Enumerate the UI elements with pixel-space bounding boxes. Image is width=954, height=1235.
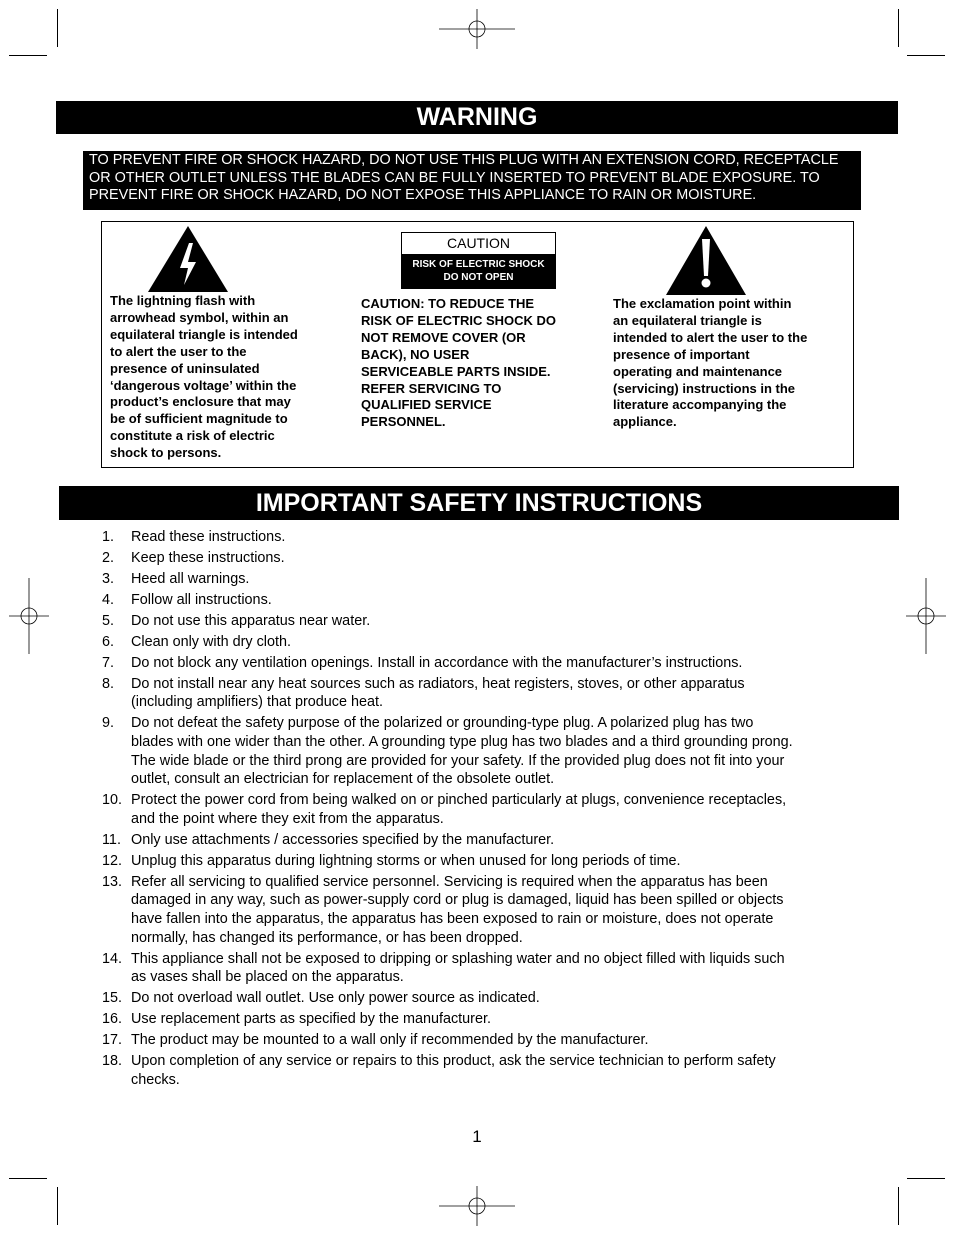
item-number: 5. — [102, 612, 115, 629]
crop-mark — [907, 1178, 945, 1179]
warning-line: OR OTHER OUTLET UNLESS THE BLADES CAN BE FULLY INSERTED TO PREVENT BLADE EXPOSURE. TO — [89, 169, 820, 186]
text-line: presence of uninsulated — [110, 360, 260, 376]
text-line: The lightning flash with — [110, 293, 256, 308]
item-line: outlet, consult an electrician for replacement of the obsolete outlet. — [131, 771, 555, 788]
item-line: Do not install near any heat sources such as radiators, heat registers, stoves, or other apparatus — [131, 675, 745, 692]
list-item — [102, 1052, 793, 1089]
item-line: Follow all instructions. — [131, 591, 272, 608]
item-line: The wide blade or the third prong are provided for your safety. If the provided plug does not fit into your — [131, 752, 785, 769]
list-item — [102, 791, 793, 828]
list-item — [102, 549, 793, 568]
item-number: 7. — [102, 654, 115, 671]
item-line: Refer all servicing to qualified service personnel. Servicing is required when the apparatus has been — [131, 873, 768, 890]
item-number: 9. — [102, 715, 115, 732]
caution-label-subtext — [402, 254, 555, 288]
crop-mark — [898, 1187, 899, 1225]
list-item — [102, 675, 793, 712]
item-line: Do not defeat the safety purpose of the polarized or grounding-type plug. A polarized plug has two — [131, 715, 754, 732]
registration-mark — [439, 9, 515, 49]
safety-instructions-list — [102, 528, 793, 1092]
item-line: Clean only with dry cloth. — [131, 633, 291, 650]
item-number: 10. — [102, 792, 123, 809]
item-number: 3. — [102, 570, 115, 587]
list-item — [102, 714, 793, 788]
item-line: Protect the power cord from being walked on or pinched particularly at plugs, convenience receptacles, — [131, 792, 787, 809]
item-number: 15. — [102, 990, 123, 1007]
text-line: CAUTION: TO REDUCE THE — [361, 296, 535, 311]
text-line: RISK OF ELECTRIC SHOCK DO — [361, 312, 557, 328]
item-line: Read these instructions. — [131, 529, 286, 545]
item-number: 6. — [102, 633, 115, 650]
text-line: ‘dangerous voltage’ within the — [110, 377, 297, 393]
caution-label-line: RISK OF ELECTRIC SHOCK — [412, 259, 545, 270]
text-line: to alert the user to the — [110, 343, 247, 359]
text-line: SERVICEABLE PARTS INSIDE. — [361, 363, 551, 379]
list-item — [102, 528, 793, 547]
item-line: Do not block any ventilation openings. Install in accordance with the manufacturer’s instructions. — [131, 654, 743, 671]
item-line: Upon completion of any service or repairs to this product, ask the service technician to perform safety — [131, 1053, 776, 1070]
crop-mark — [57, 1187, 58, 1225]
text-line: shock to persons. — [110, 445, 222, 461]
list-item — [102, 570, 793, 589]
list-item — [102, 873, 793, 947]
crop-mark — [898, 9, 899, 47]
list-item — [102, 852, 793, 871]
registration-mark — [9, 578, 49, 654]
lightning-warning-triangle-icon — [148, 226, 228, 292]
text-line: The exclamation point within — [613, 296, 792, 311]
crop-mark — [9, 55, 47, 56]
page-number: 1 — [472, 1127, 482, 1146]
item-line: normally, has changed its performance, or has been dropped. — [131, 929, 523, 946]
item-line: blades with one wider than the other. A grounding type plug has two blades and a third grounding prong. — [131, 734, 793, 751]
text-line: arrowhead symbol, within an — [110, 309, 289, 325]
list-item — [102, 1010, 793, 1029]
list-item — [102, 831, 793, 850]
item-line: and the point where they exit from the apparatus. — [131, 810, 444, 827]
item-line: This appliance shall not be exposed to dripping or splashing water and no object filled with liquids such — [131, 950, 785, 967]
text-line: operating and maintenance — [613, 363, 783, 379]
item-number: 13. — [102, 873, 123, 890]
text-line: QUALIFIED SERVICE — [361, 397, 492, 413]
warning-line: PREVENT FIRE OR SHOCK HAZARD, DO NOT EXPOSE THIS APPLIANCE TO RAIN OR MOISTURE. — [89, 187, 757, 204]
text-line: (servicing) instructions in the — [613, 380, 796, 396]
item-number: 11. — [102, 831, 121, 848]
item-line: (including amplifiers) that produce heat. — [131, 694, 383, 711]
item-line: Only use attachments / accessories specified by the manufacturer. — [131, 831, 555, 848]
item-number: 17. — [102, 1032, 123, 1049]
text-line: an equilateral triangle is — [613, 312, 762, 328]
caution-label-title: CAUTION — [447, 235, 510, 251]
item-line: Unplug this apparatus during lightning storms or when unused for long periods of time. — [131, 852, 681, 869]
item-number: 18. — [102, 1053, 123, 1070]
symbol-explanation-box — [101, 221, 854, 468]
item-number: 4. — [102, 591, 115, 608]
list-item — [102, 633, 793, 652]
item-line: Do not overload wall outlet. Use only power source as indicated. — [131, 990, 540, 1007]
crop-mark — [9, 1178, 47, 1179]
item-line: Keep these instructions. — [131, 549, 285, 566]
text-line: be of sufficient magnitude to — [110, 411, 288, 427]
item-line: checks. — [131, 1071, 180, 1088]
text-line: product’s enclosure that may — [110, 394, 291, 410]
text-line: constitute a risk of electric — [110, 428, 275, 444]
lightning-symbol-description — [110, 293, 298, 462]
text-line: PERSONNEL. — [361, 414, 446, 430]
list-item — [102, 612, 793, 631]
warning-title: WARNING — [56, 101, 898, 134]
list-item — [102, 591, 793, 610]
list-item — [102, 1031, 793, 1050]
item-number: 2. — [102, 549, 115, 566]
item-line: Do not use this apparatus near water. — [131, 612, 371, 629]
text-line: NOT REMOVE COVER (OR — [361, 329, 526, 345]
item-number: 14. — [102, 950, 123, 967]
registration-mark — [439, 1186, 515, 1226]
warning-text-box — [83, 151, 861, 210]
warning-line: TO PREVENT FIRE OR SHOCK HAZARD, DO NOT USE THIS PLUG WITH AN EXTENSION CORD, RECEPTACLE — [89, 152, 839, 168]
item-line: Heed all warnings. — [131, 570, 250, 587]
exclamation-warning-triangle-icon — [666, 226, 746, 295]
registration-mark — [906, 578, 946, 654]
item-number: 12. — [102, 852, 123, 869]
item-number: 1. — [102, 529, 115, 545]
text-line: presence of important — [613, 346, 750, 362]
caution-label-line: DO NOT OPEN — [443, 272, 514, 283]
caution-label — [401, 232, 556, 289]
exclamation-symbol-description — [613, 296, 807, 431]
item-line: as vases shall be placed on the apparatus. — [131, 969, 404, 986]
item-number: 16. — [102, 1011, 123, 1028]
list-item — [102, 989, 793, 1008]
crop-mark — [57, 9, 58, 47]
text-line: equilateral triangle is intended — [110, 326, 298, 342]
text-line: intended to alert the user to the — [613, 329, 808, 345]
text-line: REFER SERVICING TO — [361, 380, 502, 396]
crop-mark — [907, 55, 945, 56]
safety-instructions-title: IMPORTANT SAFETY INSTRUCTIONS — [59, 486, 899, 520]
text-line: BACK), NO USER — [361, 346, 470, 362]
item-line: damaged in any way, such as power-supply cord or plug is damaged, liquid has been spilled or objects — [131, 892, 784, 909]
list-item — [102, 654, 793, 673]
list-item — [102, 950, 793, 987]
caution-description — [361, 296, 556, 431]
item-line: The product may be mounted to a wall only if recommended by the manufacturer. — [131, 1032, 649, 1049]
item-line: have fallen into the apparatus, the apparatus has been exposed to rain or moisture, does not operate — [131, 910, 774, 927]
item-line: Use replacement parts as specified by the manufacturer. — [131, 1011, 491, 1028]
text-line: appliance. — [613, 414, 677, 430]
text-line: literature accompanying the — [613, 397, 787, 413]
item-number: 8. — [102, 675, 115, 692]
